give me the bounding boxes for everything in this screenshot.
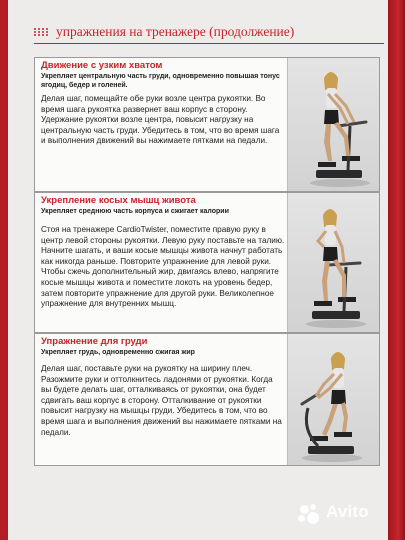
watermark-text: Avito — [326, 502, 369, 521]
exercise-photo — [287, 58, 379, 191]
stepper-exercise-image — [288, 334, 379, 465]
exercise-photo — [287, 193, 379, 332]
header-divider — [34, 43, 384, 44]
cover-spine — [388, 0, 405, 540]
section-subtitle: Укрепляет грудь, одновременно сжигая жир — [41, 349, 195, 356]
section-title: Упражнение для груди — [41, 336, 148, 347]
section-body: Делая шаг, поставьте руки на рукоятку на ширину плеч. Разожмите руки и оттолкнитесь ладонями от рукоятки. Когда вы будете делать шаг, отталкиваясь от рукоятки, она будет сдвигать ваш корпус в сторону. Отталкивание от рукоятки повысит нагрузку на мышцы груди. Убедитесь в том, что во время шага и выполнения движений вы нажимаете пятками на педали. — [41, 364, 282, 437]
stepper-exercise-image — [288, 193, 379, 332]
exercise-photo — [287, 334, 379, 465]
exercise-section — [34, 192, 380, 333]
avito-logo-icon — [298, 504, 324, 524]
page-title: упражнения на тренажере (продолжение) — [56, 24, 295, 39]
section-body: Делая шаг, помещайте обе руки возле центра рукоятки. Во время шага рукоятка развернет ваш корпус в сторону. Удержание рукоятки возле центра, повысит нагрузку на центральную часть груди. Убедитесь в том, что во время шага и выполнения движений вы нажимаете пятками на педали. — [41, 94, 280, 146]
exercise-section — [34, 333, 380, 466]
section-subtitle: Укрепляет среднюю часть корпуса и сжигает калории — [41, 208, 229, 215]
section-title: Укрепление косых мышц живота — [41, 195, 196, 206]
section-subtitle: Укрепляет центральную часть груди, одновременно повышая тонус ягодиц, бедер и голеней. — [41, 73, 280, 89]
stepper-exercise-image — [288, 58, 379, 191]
exercise-section — [34, 57, 380, 192]
section-title: Движение с узким хватом — [41, 60, 163, 71]
avito-watermark — [298, 502, 394, 526]
section-body: Стоя на тренажере CardioTwister, поместите правую руку в центр левой стороны рукоятки. Левую руку поставьте на талию. Начните шагать, и ваши косые мышцы живота начнут работать как никогда раньше. Повторите упражнение для левой руки. Чтобы сжечь дополнительный жир, двигаясь влево, напрягите косые мышцы живота и поместите локоть на уровень бедер, затем повторите упражнение для другой руки. Великолепное упражнение для внутренних мышц. — [41, 225, 285, 309]
dot-grid-icon — [34, 28, 50, 37]
